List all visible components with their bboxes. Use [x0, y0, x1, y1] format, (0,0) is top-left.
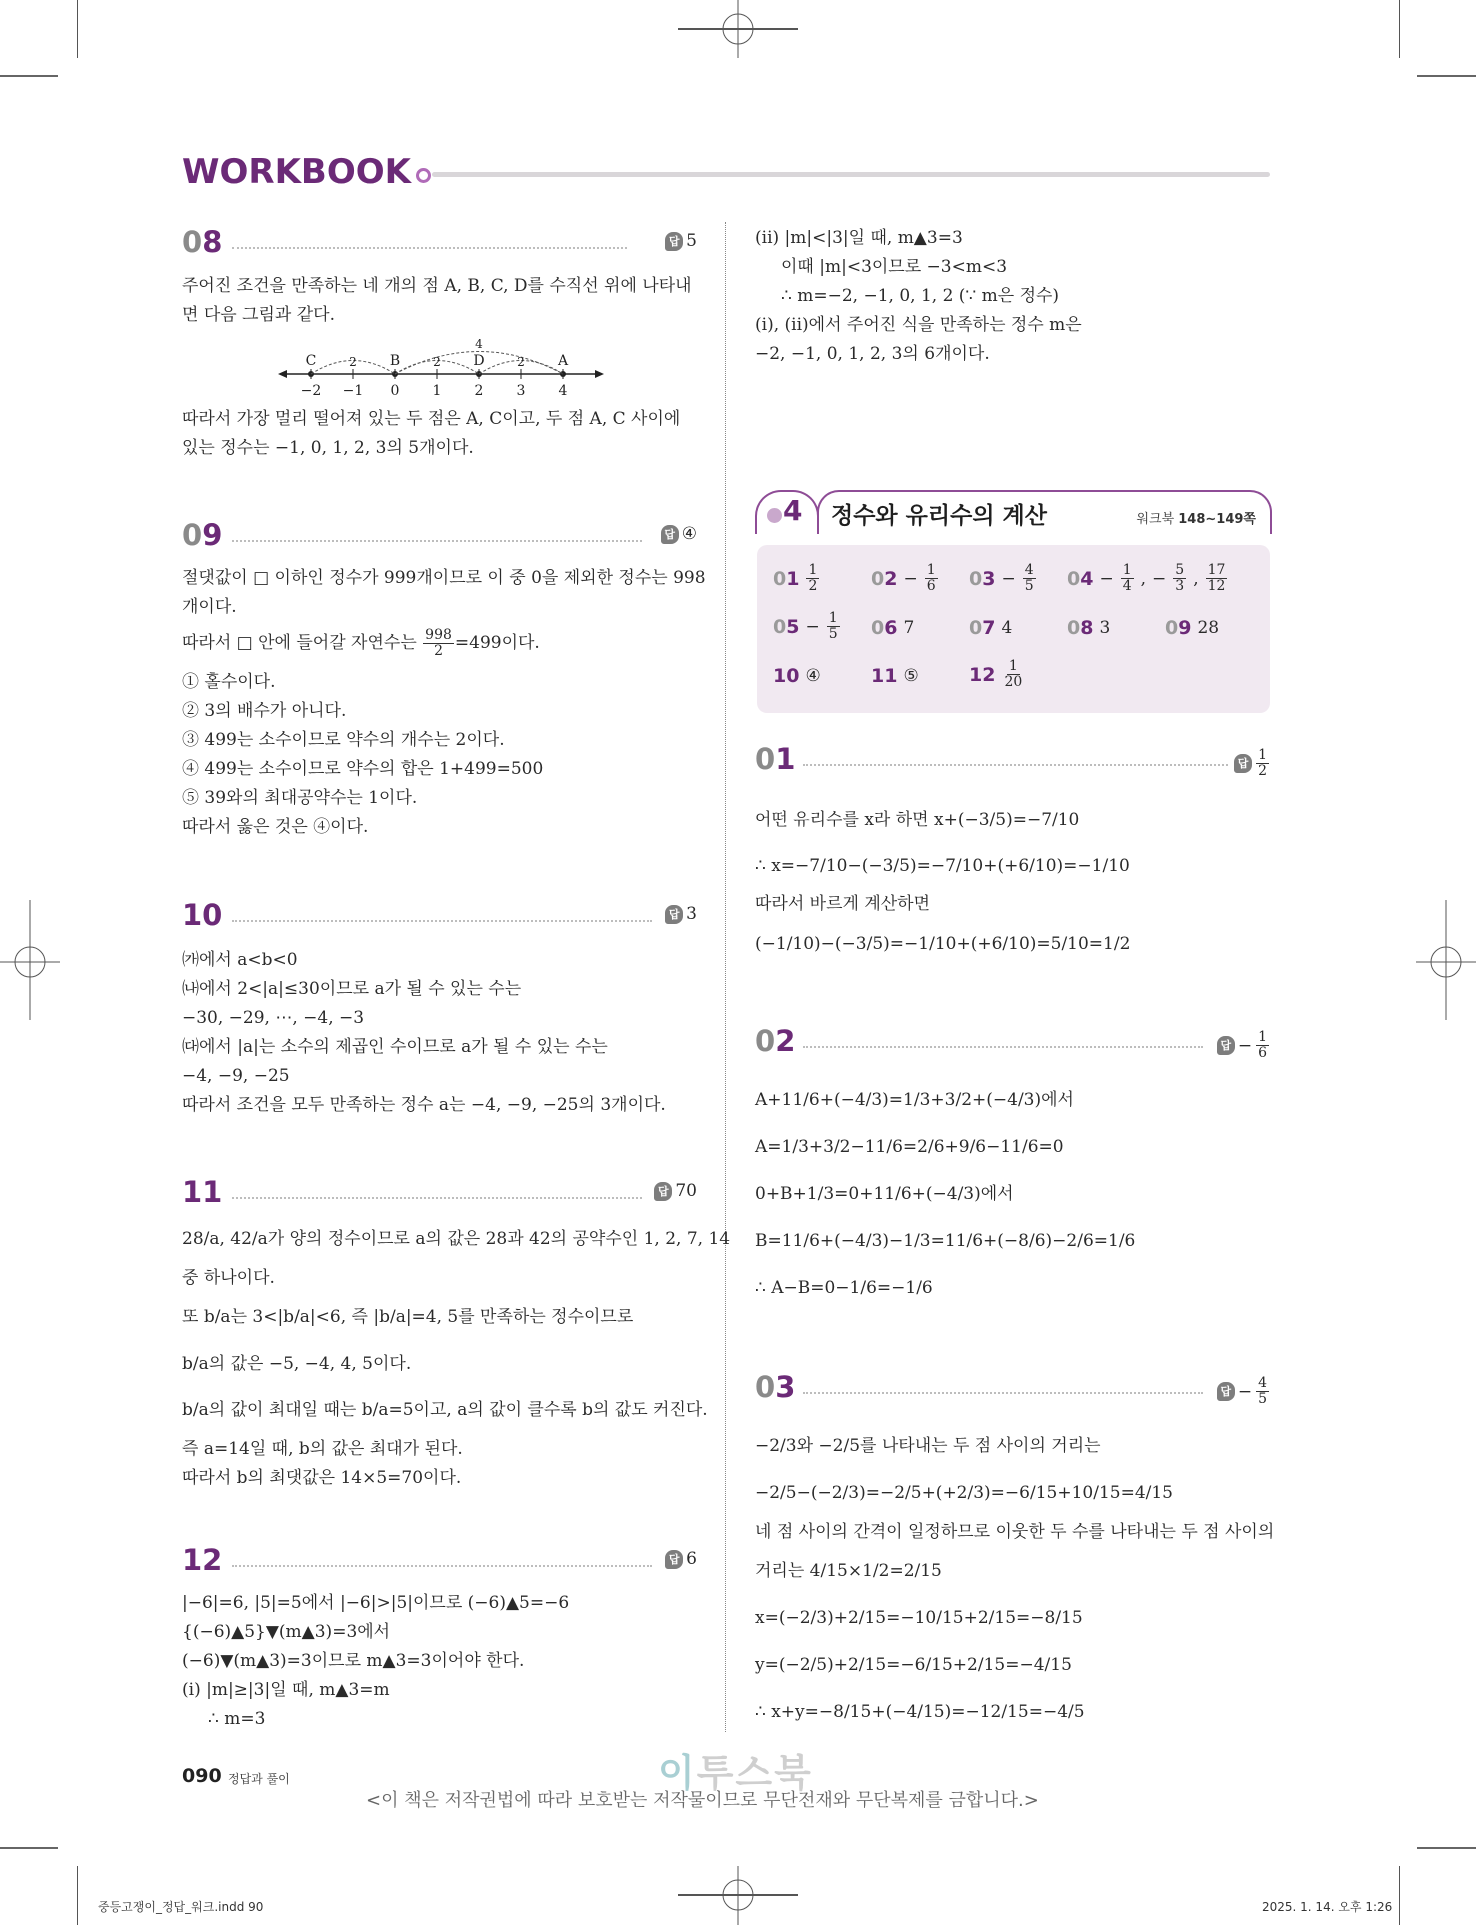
svg-text:C: C	[305, 353, 317, 369]
answer: 답 − $\frac{4}{5}$	[1217, 1376, 1270, 1407]
section-header	[755, 490, 1270, 532]
quick-answer-10: 10 ④	[773, 665, 821, 687]
svg-text:3: 3	[516, 383, 526, 399]
dotted-leader	[803, 1392, 1203, 1394]
solution-line: −2/3와 −2/5를 나타내는 두 점 사이의 거리는	[755, 1436, 1101, 1456]
solution-line: 따라서 가장 멀리 떨어져 있는 두 점은 A, C이고, 두 점 A, C 사이에	[182, 409, 681, 429]
solution-line: (−6)▼(m▲3)=3이므로 m▲3=3이어야 한다.	[182, 1651, 525, 1671]
dotted-leader	[803, 764, 1228, 766]
solution-line: B=11/6+(−4/3)−1/3=11/6+(−8/6)−2/6=1/6	[755, 1231, 1136, 1251]
svg-text:A: A	[557, 353, 569, 369]
solution-line: y=(−2/5)+2/15=−6/15+2/15=−4/15	[755, 1655, 1072, 1675]
answer-badge-icon: 답	[661, 525, 679, 544]
answer-badge-icon: 답	[654, 1182, 672, 1201]
problem-number: 08	[182, 225, 223, 259]
crop-mark	[1417, 75, 1476, 77]
solution-line: x=(−2/3)+2/15=−10/15+2/15=−8/15	[755, 1608, 1083, 1628]
solution-line: 따라서 □ 안에 들어갈 자연수는 $\frac{998}{2}$ =499이다.	[182, 627, 540, 659]
section-circle-icon	[767, 508, 782, 523]
solution-line: ㈐에서 |a|는 소수의 제곱인 수이므로 a가 될 수 있는 수는	[182, 1037, 608, 1057]
quick-answer-09: 09 28	[1165, 617, 1220, 639]
quick-answer-08: 08 3	[1067, 617, 1111, 639]
dotted-leader	[232, 540, 642, 542]
dotted-leader	[232, 1197, 642, 1199]
solution-line: 어떤 유리수를 x라 하면 x+(−3/5)=−7/10	[755, 810, 1080, 830]
svg-text:2: 2	[474, 383, 484, 399]
solution-line: ∴ A−B=0−1/6=−1/6	[755, 1278, 933, 1298]
solution-line: 주어진 조건을 만족하는 네 개의 점 A, B, C, D를 수직선 위에 나타내	[182, 276, 692, 296]
solution-line: (ii) |m|<|3|일 때, m▲3=3	[755, 228, 963, 248]
solution-line: 중 하나이다.	[182, 1268, 275, 1288]
solution-line: ㈎에서 a<b<0	[182, 950, 298, 970]
crop-mark	[77, 0, 78, 58]
section-title: 정수와 유리수의 계산	[831, 503, 1047, 529]
solution-line: A=1/3+3/2−11/6=2/6+9/6−11/6=0	[755, 1137, 1064, 1157]
answer: 답 3	[665, 904, 697, 924]
quick-answer-06: 06 7	[871, 617, 915, 639]
solution-line: 네 점 사이의 간격이 일정하므로 이웃한 두 수를 나타내는 두 점 사이의	[755, 1522, 1275, 1542]
solution-line: −2/5−(−2/3)=−2/5+(+2/3)=−6/15+10/15=4/15	[755, 1483, 1173, 1503]
workbook-title: WORKBOOK	[182, 152, 412, 192]
answer-badge-icon: 답	[665, 232, 683, 251]
problem-number: 11	[182, 1175, 223, 1209]
answer-badge-icon: 답	[665, 1550, 683, 1569]
date-slug: 2025. 1. 14. 오후 1:26	[1262, 1900, 1393, 1914]
page-label: 정답과 풀이	[228, 1772, 290, 1786]
registration-mark-icon	[0, 900, 60, 1020]
solution-line: −30, −29, ⋯, −4, −3	[182, 1008, 365, 1028]
problem-number: 12	[182, 1543, 223, 1577]
number-line-figure	[278, 335, 604, 400]
answer-badge-icon: 답	[1217, 1036, 1235, 1055]
choice-line: ③ 499는 소수이므로 약수의 개수는 2이다.	[182, 730, 505, 750]
solution-line: 따라서 바르게 계산하면	[755, 894, 931, 914]
quick-answer-box	[757, 545, 1270, 713]
page-number: 090	[182, 1765, 222, 1787]
watermark-logo: 이투스북	[658, 1751, 813, 1795]
solution-line: (i) |m|≥|3|일 때, m▲3=m	[182, 1680, 390, 1700]
choice-line: ② 3의 배수가 아니다.	[182, 701, 347, 721]
solution-line: ∴ x+y=−8/15+(−4/15)=−12/15=−4/5	[755, 1702, 1085, 1722]
answer: 답 6	[665, 1549, 697, 1569]
problem-header-09	[182, 518, 697, 558]
header-dot-icon	[416, 168, 431, 183]
svg-text:D: D	[473, 353, 485, 369]
solution-line: 따라서 조건을 모두 만족하는 정수 a는 −4, −9, −25의 3개이다.	[182, 1095, 666, 1115]
problem-number: 10	[182, 898, 223, 932]
svg-text:2: 2	[349, 355, 357, 369]
svg-text:B: B	[389, 353, 401, 369]
svg-text:4: 4	[558, 383, 568, 399]
solution-line: b/a의 값은 −5, −4, 4, 5이다.	[182, 1354, 412, 1374]
solution-line: 28/a, 42/a가 양의 정수이므로 a의 값은 28과 42의 공약수인 1, 2, 7, 14	[182, 1229, 731, 1249]
solution-line: A+11/6+(−4/3)=1/3+3/2+(−4/3)에서	[755, 1090, 1074, 1110]
solution-line: 이때 |m|<3이므로 −3<m<3	[781, 257, 1008, 277]
solution-line: 있는 정수는 −1, 0, 1, 2, 3의 5개이다.	[182, 438, 474, 458]
solution-line: 개이다.	[182, 597, 237, 617]
solution-line: ∴ m=3	[208, 1709, 266, 1729]
crop-mark	[77, 1866, 78, 1925]
quick-answer-04: 04 − $\frac{1}{4}$ , − $\frac{5}{3}$ , $\frac{17}{12}$	[1067, 562, 1226, 594]
solution-line: 즉 a=14일 때, b의 값은 최대가 된다.	[182, 1439, 463, 1459]
section-number: 4	[783, 494, 803, 527]
problem-header-08	[182, 225, 697, 265]
solution-line: 0+B+1/3=0+11/6+(−4/3)에서	[755, 1184, 1014, 1204]
solution-line: −4, −9, −25	[182, 1066, 290, 1086]
svg-text:2: 2	[517, 355, 525, 369]
quick-answer-02: 02 − $\frac{1}{6}$	[871, 562, 936, 594]
quick-answer-12: 12 $\frac{1}{20}$	[969, 658, 1023, 690]
dotted-leader	[232, 920, 652, 922]
svg-text:−2: −2	[300, 383, 322, 399]
column-divider	[725, 222, 726, 1732]
svg-text:1: 1	[432, 383, 442, 399]
registration-mark-icon	[1416, 900, 1476, 1020]
dotted-leader	[232, 247, 627, 249]
quick-answer-11: 11 ⑤	[871, 665, 919, 687]
header-rule	[432, 172, 1270, 177]
solution-line: ㈏에서 2<|a|≤30이므로 a가 될 수 있는 수는	[182, 979, 522, 999]
registration-mark-icon	[678, 0, 798, 60]
solution-line: |−6|=6, |5|=5에서 |−6|>|5|이므로 (−6)▲5=−6	[182, 1593, 570, 1613]
solution-line: 거리는 4/15×1/2=2/15	[755, 1561, 942, 1581]
copyright-notice: <이 책은 저작권법에 따라 보호받는 저작물이므로 무단전재와 무단복제를 금합니다.>	[366, 1790, 1039, 1811]
crop-mark	[0, 1847, 58, 1849]
problem-header-02	[755, 1024, 1270, 1064]
quick-answer-03: 03 − $\frac{4}{5}$	[969, 562, 1034, 594]
solution-line: 따라서 옳은 것은 ④이다.	[182, 817, 369, 837]
solution-line: (−1/10)−(−3/5)=−1/10+(+6/10)=5/10=1/2	[755, 934, 1131, 954]
svg-text:−1: −1	[342, 383, 364, 399]
solution-line: ∴ m=−2, −1, 0, 1, 2 (∵ m은 정수)	[781, 286, 1060, 306]
choice-line: ⑤ 39와의 최대공약수는 1이다.	[182, 788, 418, 808]
solution-line: {(−6)▲5}▼(m▲3)=3에서	[182, 1622, 391, 1642]
problem-header-03	[755, 1370, 1270, 1410]
answer: 답 ④	[661, 524, 697, 544]
solution-line: 면 다음 그림과 같다.	[182, 305, 335, 325]
answer: 답 $\frac{1}{2}$	[1234, 748, 1270, 779]
problem-number: 09	[182, 518, 223, 552]
solution-line: 또 b/a는 3<|b/a|<6, 즉 |b/a|=4, 5를 만족하는 정수이므로	[182, 1307, 634, 1327]
solution-line: 절댓값이 □ 이하인 정수가 999개이므로 이 중 0을 제외한 정수는 998	[182, 568, 706, 588]
solution-line: b/a의 값이 최대일 때는 b/a=5이고, a의 값이 클수록 b의 값도 커진다.	[182, 1400, 708, 1420]
registration-mark-icon	[678, 1866, 798, 1925]
crop-mark	[1399, 1866, 1400, 1925]
crop-mark	[0, 75, 58, 77]
file-slug: 중등고쟁이_정답_워크.indd 90	[98, 1900, 264, 1914]
quick-answer-01: 01 $\frac{1}{2}$	[773, 562, 818, 594]
answer: 답 5	[665, 231, 697, 251]
svg-text:0: 0	[390, 383, 400, 399]
quick-answer-07: 07 4	[969, 617, 1013, 639]
solution-line: 따라서 b의 최댓값은 14×5=70이다.	[182, 1468, 462, 1488]
answer: 답 70	[654, 1181, 697, 1201]
answer-badge-icon: 답	[1234, 754, 1252, 773]
answer: 답 − $\frac{1}{6}$	[1217, 1030, 1270, 1061]
problem-number: 01	[755, 742, 796, 776]
svg-text:2: 2	[433, 355, 441, 369]
problem-header-10	[182, 898, 697, 938]
choice-line: ④ 499는 소수이므로 약수의 합은 1+499=500	[182, 759, 544, 779]
answer-badge-icon: 답	[665, 905, 683, 924]
dotted-leader	[803, 1046, 1203, 1048]
problem-header-12	[182, 1543, 697, 1583]
svg-text:4: 4	[475, 337, 483, 351]
solution-line: −2, −1, 0, 1, 2, 3의 6개이다.	[755, 344, 990, 364]
problem-header-01	[755, 742, 1270, 782]
dotted-leader	[232, 1565, 652, 1567]
solution-line: (i), (ii)에서 주어진 식을 만족하는 정수 m은	[755, 315, 1082, 335]
problem-header-11	[182, 1175, 697, 1215]
solution-line: ∴ x=−7/10−(−3/5)=−7/10+(+6/10)=−1/10	[755, 856, 1130, 876]
problem-number: 03	[755, 1370, 796, 1404]
answer-badge-icon: 답	[1217, 1382, 1235, 1401]
choice-line: ① 홀수이다.	[182, 672, 276, 692]
crop-mark	[1399, 0, 1400, 58]
workbook-page-ref: 워크북 148∼149쪽	[1136, 512, 1256, 527]
quick-answer-05: 05 − $\frac{1}{5}$	[773, 610, 838, 642]
crop-mark	[1417, 1847, 1476, 1849]
problem-number: 02	[755, 1024, 796, 1058]
